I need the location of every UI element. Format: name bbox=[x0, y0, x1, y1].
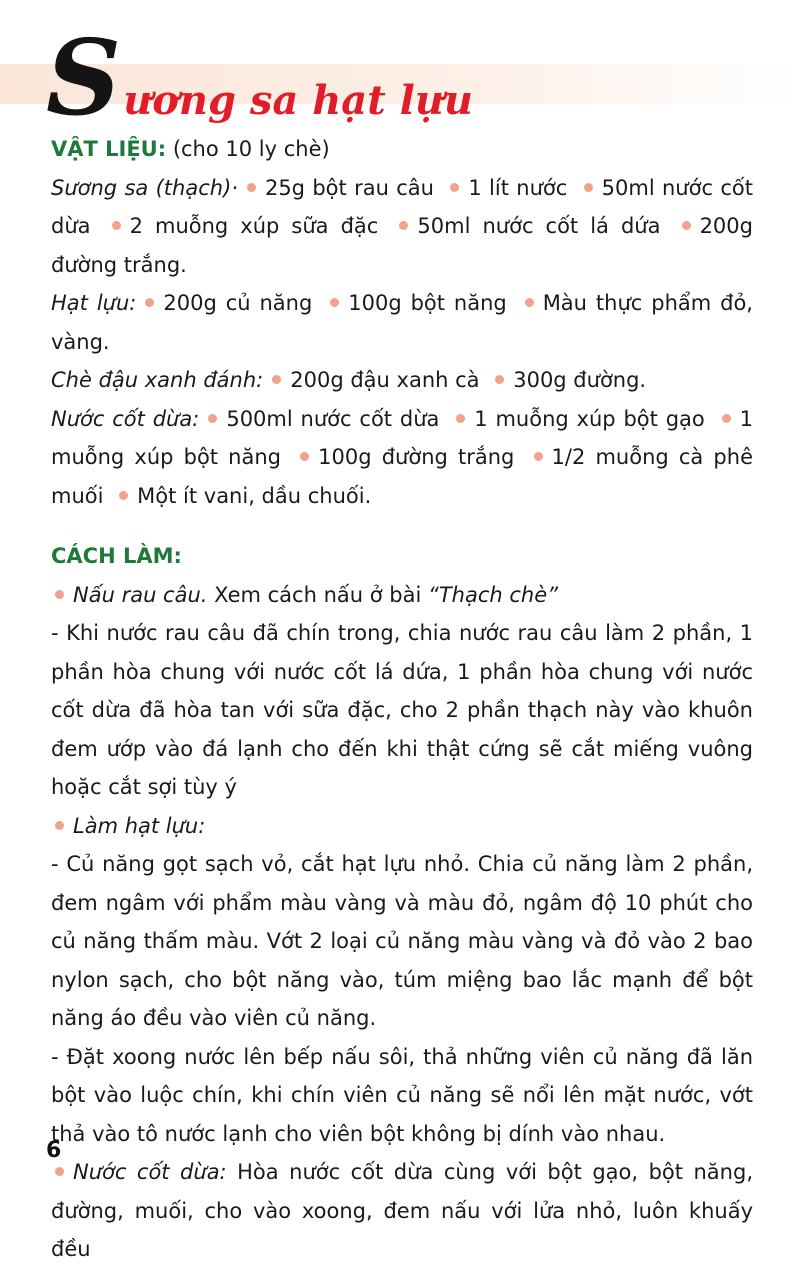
ingredient-group bbox=[51, 284, 753, 361]
bullet-icon bbox=[300, 452, 309, 461]
step-3-text: Hòa nước cốt dừa cùng với bột gạo, bột năng, đường, muối, cho vào xoong, đem nấu với lửa nhỏ, luôn khuấy đều bbox=[51, 1160, 753, 1261]
bullet-icon bbox=[584, 183, 593, 192]
bullet-icon bbox=[208, 414, 217, 423]
ingredient-group bbox=[51, 169, 753, 285]
ingredient-item: 1 lít nước bbox=[468, 175, 568, 200]
ingredient-item: 1 muỗng xúp bột năng bbox=[51, 406, 754, 469]
bullet-icon bbox=[450, 183, 459, 192]
ingredient-item: 1/2 muỗng cà phê muối bbox=[51, 445, 753, 508]
bullet-icon bbox=[55, 821, 64, 830]
bullet-icon bbox=[399, 221, 408, 230]
ingredient-group-label: Chè đậu xanh đánh: bbox=[51, 368, 264, 392]
ingredient-item: 500ml nước cốt dừa bbox=[226, 406, 440, 431]
step-3 bbox=[51, 1153, 753, 1269]
ingredient-item: 50ml nước cốt dừa bbox=[51, 175, 753, 238]
bullet-icon bbox=[525, 298, 534, 307]
method-heading: CÁCH LÀM: bbox=[51, 544, 182, 568]
bullet-icon bbox=[55, 590, 64, 599]
ingredient-item: 1 muỗng xúp bột gạo bbox=[474, 406, 705, 431]
ingredient-group-label: Sương sa (thạch)· bbox=[51, 175, 238, 200]
materials-heading: VẬT LIỆU: bbox=[51, 137, 167, 161]
bullet-icon bbox=[330, 298, 339, 307]
page-number: 6 bbox=[46, 1138, 62, 1163]
ingredient-item: 50ml nước cốt lá dứa bbox=[417, 214, 661, 238]
bullet-icon bbox=[534, 452, 543, 461]
step-1-detail: - Khi nước rau câu đã chín trong, chia nước rau câu làm 2 phần, 1 phần hòa chung với nước cốt lá dứa, 1 phần hòa chung với nước cốt dừa đã hòa tan với sữa đặc, cho 2 phần thạch này vào khuôn đem ướp vào đá lạnh cho đến khi thật cứng sẽ cắt miếng vuông hoặc cắt sợi tùy ý bbox=[51, 621, 753, 799]
ingredient-item: 100g bột năng bbox=[348, 291, 507, 315]
bullet-icon bbox=[682, 221, 691, 230]
ingredient-group-label: Hạt lựu: bbox=[51, 291, 137, 315]
bullet-icon bbox=[495, 375, 504, 384]
ingredient-item: 200g củ năng bbox=[163, 291, 313, 315]
step-1 bbox=[51, 576, 753, 615]
bullet-icon bbox=[456, 414, 465, 423]
title-text: ương sa hạt lựu bbox=[123, 77, 473, 124]
ingredient-item: 200g đậu xanh cà bbox=[290, 368, 480, 392]
step-3-label: Nước cốt dừa: bbox=[73, 1160, 227, 1184]
ingredient-item: Màu thực phẩm đỏ, vàng. bbox=[51, 291, 753, 354]
ingredient-group-label: Nước cốt dừa: bbox=[51, 406, 200, 431]
ingredient-item: 25g bột rau câu bbox=[264, 175, 434, 200]
ingredient-groups bbox=[51, 169, 753, 516]
step-1-text: Xem cách nấu ở bài bbox=[207, 582, 428, 607]
ingredient-group bbox=[51, 400, 753, 516]
ingredient-item: 200g đường trắng. bbox=[51, 214, 753, 277]
ingredient-group bbox=[51, 361, 753, 400]
step-2 bbox=[51, 807, 753, 846]
step-2-label: Làm hạt lựu: bbox=[73, 813, 206, 838]
bullet-icon bbox=[272, 375, 281, 384]
bullet-icon bbox=[119, 491, 128, 500]
ingredient-item: Một ít vani, dầu chuối. bbox=[137, 483, 372, 508]
ingredient-item: 300g đường. bbox=[513, 368, 647, 392]
step-2-detail-2: - Đặt xoong nước lên bếp nấu sôi, thả những viên củ năng đã lăn bột vào luộc chín, khi chín viên củ năng sẽ nổi lên mặt nước, vớt thả vào tô nước lạnh cho viên bột không bị dính vào nhau. bbox=[51, 1044, 753, 1146]
section-gap bbox=[51, 515, 753, 537]
ingredient-item: 2 muỗng xúp sữa đặc bbox=[129, 214, 379, 238]
title-dropcap: S bbox=[46, 16, 122, 139]
ingredient-item: 100g đường trắng bbox=[318, 445, 515, 469]
bullet-icon bbox=[112, 221, 121, 230]
serving-note: (cho 10 ly chè) bbox=[166, 137, 330, 161]
bullet-icon bbox=[55, 1167, 64, 1176]
step-2-detail-1: - Củ năng gọt sạch vỏ, cắt hạt lựu nhỏ. Chia củ năng làm 2 phần, đem ngâm với phẩm màu vàng và màu đỏ, ngâm độ 10 phút cho củ năng thấm màu. Vớt 2 loại củ năng màu vàng và đỏ vào 2 bao nylon sạch, cho bột năng vào, túm miệng bao lắc mạnh để bột năng áo đều vào viên củ năng. bbox=[51, 852, 753, 1030]
bullet-icon bbox=[722, 414, 731, 423]
recipe-body bbox=[51, 130, 753, 1269]
materials-heading-line bbox=[51, 130, 753, 169]
bullet-icon bbox=[247, 183, 256, 192]
method-heading-line bbox=[51, 537, 753, 576]
recipe-title bbox=[46, 16, 473, 139]
bullet-icon bbox=[145, 298, 154, 307]
step-1-label: Nấu rau câu. bbox=[73, 582, 208, 607]
step-1-ref: “Thạch chè” bbox=[427, 582, 559, 607]
